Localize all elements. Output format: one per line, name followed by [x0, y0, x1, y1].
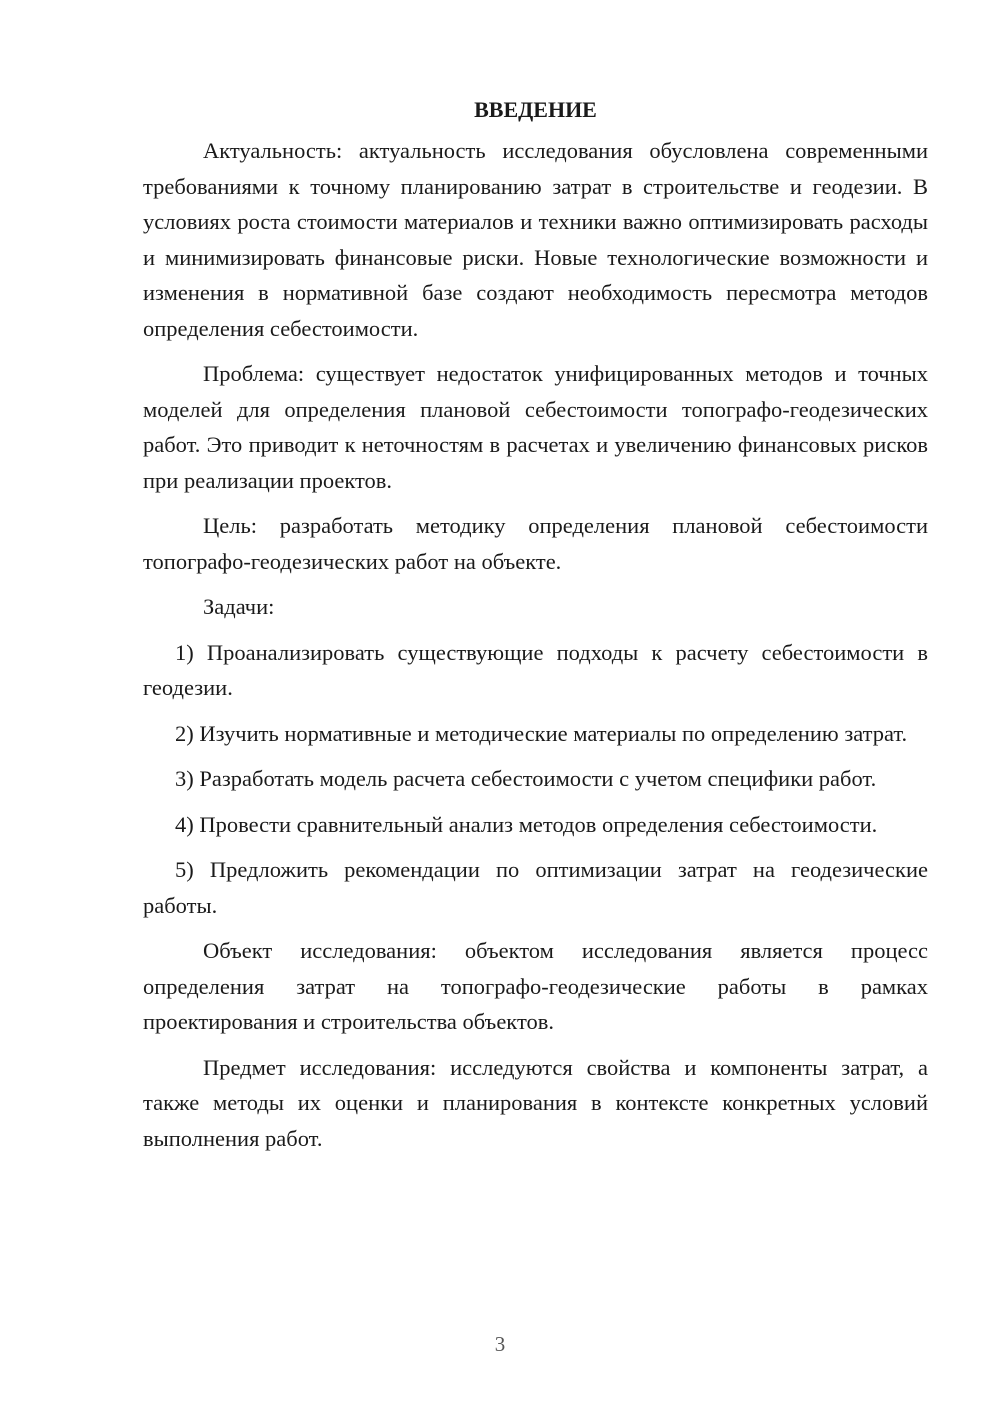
paragraph-problem: Проблема: существует недостаток унифицированных методов и точных моделей для определения плановой себестоимости топографо-геодезических работ. Это приводит к неточностям в расчетах и увеличению финансовых рисков при реализации проектов. [143, 361, 928, 493]
paragraph-subject: Предмет исследования: исследуются свойства и компоненты затрат, а также методы их оценки и планирования в контексте конкретных условий выполнения работ. [143, 1054, 928, 1151]
paragraph-relevance: Актуальность: актуальность исследования обусловлена современными требованиями к точному планированию затрат в строительстве и геодезии. В условиях роста стоимости материалов и техники важно оптимизировать расходы и минимизировать финансовые риски. Новые технологические возможности и изменения в нормативной базе создают необходимость пересмотра методов определения себестоимости. [143, 138, 928, 341]
task-item: 1) Проанализировать существующие подходы к расчету себестоимости в геодезии. [143, 639, 928, 700]
task-item: 2) Изучить нормативные и методические материалы по определению затрат. [175, 720, 908, 746]
section-heading: ВВЕДЕНИЕ [474, 97, 597, 122]
paragraph-object: Объект исследования: объектом исследования является процесс определения затрат на топографо-геодезические работы в рамках проектирования и строительства объектов. [143, 938, 928, 1034]
tasks-label: Задачи: [203, 594, 275, 619]
page-number: 3 [494, 1332, 506, 1356]
task-item: 3) Разработать модель расчета себестоимости с учетом специфики работ. [175, 766, 877, 791]
task-item: 4) Провести сравнительный анализ методов определения себестоимости. [175, 811, 878, 837]
document-page [143, 92, 928, 1166]
task-item: 5) Предложить рекомендации по оптимизации затрат на геодезические работы. [143, 857, 928, 918]
paragraph-goal: Цель: разработать методику определения плановой себестоимости топографо-геодезических работ на объекте. [143, 513, 928, 574]
